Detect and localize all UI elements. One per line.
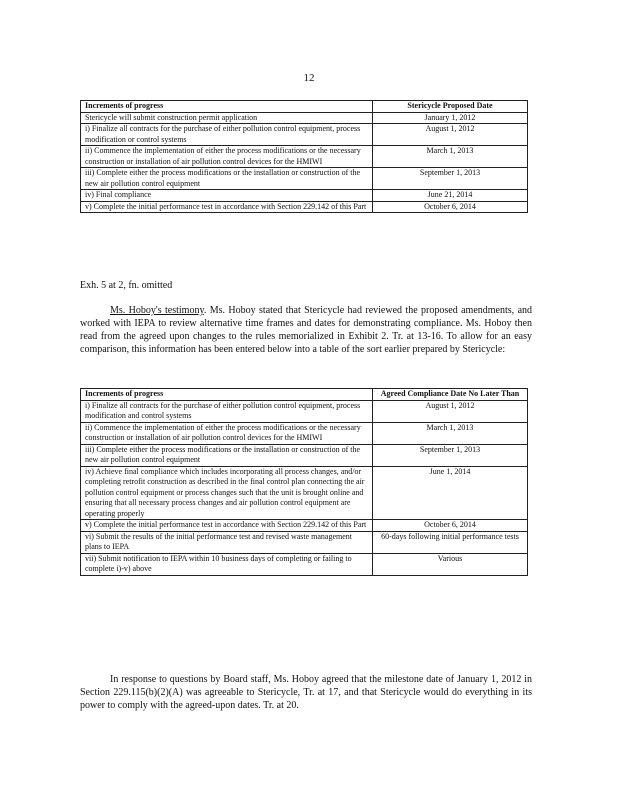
task-cell: iii) Complete either the process modifications or the installation or construction of the new air pollution control equipment xyxy=(81,168,373,190)
table-row xyxy=(81,190,528,202)
task-cell: vi) Submit the results of the initial performance test and revised waste management plans to IEPA xyxy=(81,531,373,553)
task-cell: iii) Complete either the process modifications or the installation or construction of the new air pollution control equipment xyxy=(81,444,373,466)
date-cell: 60-days following initial performance tests xyxy=(373,531,528,553)
date-cell: January 1, 2012 xyxy=(373,112,528,124)
progress-table-agreed xyxy=(80,388,528,576)
table-row xyxy=(81,168,528,190)
table-row xyxy=(81,531,528,553)
date-cell: June 21, 2014 xyxy=(373,190,528,202)
task-cell: v) Complete the initial performance test in accordance with Section 229.142 of this Part xyxy=(81,520,373,532)
table-row xyxy=(81,520,528,532)
task-cell: iv) Final compliance xyxy=(81,190,373,202)
table-row xyxy=(81,422,528,444)
date-cell: September 1, 2013 xyxy=(373,168,528,190)
date-cell: September 1, 2013 xyxy=(373,444,528,466)
exhibit-citation: Exh. 5 at 2, fn. omitted xyxy=(80,280,173,291)
date-cell: August 1, 2012 xyxy=(373,124,528,146)
date-cell: October 6, 2014 xyxy=(373,520,528,532)
date-cell: March 1, 2013 xyxy=(373,146,528,168)
table-row xyxy=(81,466,528,520)
column-header-date: Agreed Compliance Date No Later Than xyxy=(373,389,528,401)
task-cell: ii) Commence the implementation of either the process modifications or the necessary construction or installation of air pollution control devices for the HMIWI xyxy=(81,422,373,444)
task-cell: iv) Achieve final compliance which includes incorporating all process changes, and/or completing retrofit construction as described in the final control plan connecting the air pollution control equipment or process changes such that the unit is brought online and ensuring that all necessary process changes and air pollution control equipment are operating properly xyxy=(81,466,373,520)
date-cell: August 1, 2012 xyxy=(373,400,528,422)
date-cell: June 1, 2014 xyxy=(373,466,528,520)
testimony-paragraph xyxy=(80,304,532,356)
table-header-row xyxy=(81,101,528,113)
task-cell: i) Finalize all contracts for the purchase of either pollution control equipment, process modification and control systems xyxy=(81,400,373,422)
page-number: 12 xyxy=(303,72,315,84)
table-row xyxy=(81,112,528,124)
table-header-row xyxy=(81,389,528,401)
table-row xyxy=(81,400,528,422)
task-cell: Stericycle will submit construction permit application xyxy=(81,112,373,124)
testimony-body: . Ms. Hoboy stated that Stericycle had reviewed the proposed amendments, and worked with IEPA to review alternative time frames and dates for demonstrating compliance. Ms. Hoboy then read from the agreed upon changes to the rules memorialized in Exhibit 2. Tr. at 13-16. To allow for an easy comparison, this information has been entered below into a table of the sort earlier prepared by Stericycle: xyxy=(80,305,533,355)
table-row xyxy=(81,201,528,213)
column-header-increments: Increments of progress xyxy=(81,389,373,401)
task-cell: vii) Submit notification to IEPA within 10 business days of completing or failing to complete i)-v) above xyxy=(81,553,373,575)
testimony-heading: Ms. Hoboy's testimony xyxy=(110,305,204,316)
task-cell: ii) Commence the implementation of either the process modifications or the necessary construction or installation of air pollution control devices for the HMIWI xyxy=(81,146,373,168)
progress-table-proposed xyxy=(80,100,528,213)
table-row xyxy=(81,444,528,466)
board-staff-paragraph: In response to questions by Board staff, Ms. Hoboy agreed that the milestone date of January 1, 2012 in Section 229.115(b)(2)(A) was agreeable to Stericycle, Tr. at 17, and that Stericycle would do everything in its power to comply with the agreed-upon dates. Tr. at 20. xyxy=(80,674,532,711)
table-row xyxy=(81,553,528,575)
table-row xyxy=(81,146,528,168)
column-header-increments: Increments of progress xyxy=(81,101,373,113)
date-cell: March 1, 2013 xyxy=(373,422,528,444)
task-cell: v) Complete the initial performance test in accordance with Section 229.142 of this Part xyxy=(81,201,373,213)
task-cell: i) Finalize all contracts for the purchase of either pollution control equipment, process modification or control systems xyxy=(81,124,373,146)
date-cell: October 6, 2014 xyxy=(373,201,528,213)
table-row xyxy=(81,124,528,146)
date-cell: Various xyxy=(373,553,528,575)
column-header-date: Stericycle Proposed Date xyxy=(373,101,528,113)
